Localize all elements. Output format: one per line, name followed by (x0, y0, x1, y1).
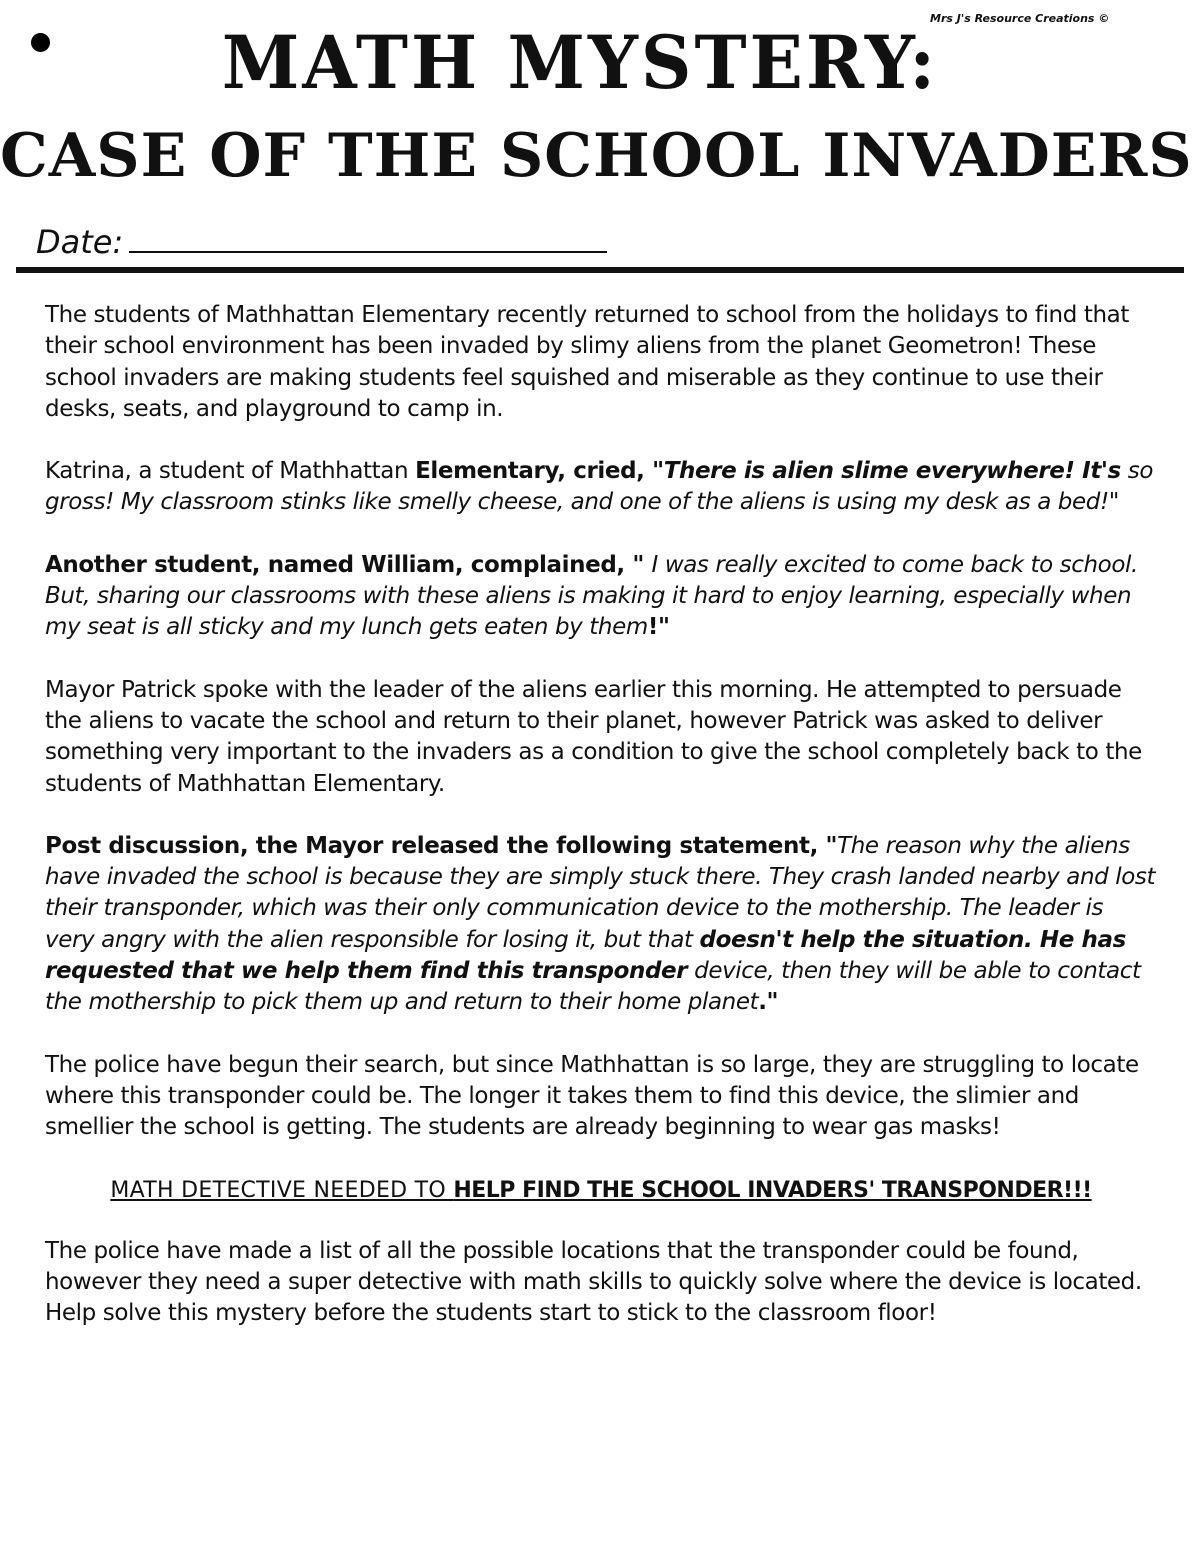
paragraph-william-quote (45, 550, 1157, 644)
statement-close: ." (758, 989, 779, 1016)
statement-bold-text: doesn't help the situation. He has requested that we help them find this transponder (45, 926, 1126, 985)
paragraph-police-list: The police have made a list of all the possible locations that the transponder could be found, however they need a super detective with math skills to quickly solve where the device is located. Help solve this mystery before the students start to stick to the classroom floor! (45, 1237, 1142, 1327)
paragraph-katrina-quote (45, 456, 1157, 519)
statement-text-1: The reason why the aliens have invaded the school is because they are simply stuck there. They crash landed nearby and lost their transponder, which was their only communication device to the mothership. The leader is very angry with the alien responsible for losing it, but that (45, 832, 1156, 953)
statement-text-2: device, then they will be able to contact the mothership to pick them up and return to their home planet (45, 958, 1141, 1016)
paragraph-intro: The students of Mathhattan Elementary recently returned to school from the holidays to find that their school environment has been invaded by slimy aliens from the planet Geometron! These school invaders are making students feel squished and miserable as they continue to use their desks, seats, and playground to camp in. (45, 302, 1129, 422)
header-divider (16, 267, 1184, 273)
detective-needed-heading (45, 1175, 1157, 1206)
paragraph-police-search: The police have begun their search, but since Mathhattan is so large, they are struggling to locate where this transponder could be. The longer it takes them to find this device, the slimier and smellier the school is getting. The students are already beginning to wear gas masks! (45, 1051, 1139, 1141)
william-quote-close: !" (647, 614, 670, 641)
paragraph-mayor-statement (45, 831, 1157, 1019)
william-quote-text: I was really excited to come back to school. But, sharing our classrooms with these aliens is making it hard to enjoy learning, especially when my seat is all sticky and my lunch gets eaten by them (45, 551, 1138, 641)
copyright-credit: Mrs J's Resource Creations © (930, 12, 1110, 25)
katrina-cried-text: Elementary, cried, " (415, 458, 664, 485)
headline-normal-text: MATH DETECTIVE NEEDED TO (110, 1177, 454, 1203)
page-subtitle: CASE OF THE SCHOOL INVADERS (0, 121, 1193, 191)
katrina-intro-text: Katrina, a student of Mathhattan (45, 458, 416, 485)
katrina-quote-text: so gross! My classroom stinks like smelly cheese, and one of the aliens is using my desk as a bed! (45, 458, 1154, 516)
date-field (36, 222, 607, 262)
paragraph-mayor: Mayor Patrick spoke with the leader of the aliens earlier this morning. He attempted to persuade the aliens to vacate the school and return to their planet, however Patrick was asked to deliver something very important to the invaders as a condition to give the school completely back to the students of Mathhattan Elementary. (45, 676, 1142, 797)
statement-intro-text: Post discussion, the Mayor released the following statement, " (45, 832, 838, 859)
headline-bold-text: HELP FIND THE SCHOOL INVADERS' TRANSPONDER!!! (453, 1177, 1092, 1203)
katrina-quote-bold: There is alien slime everywhere! It's (663, 458, 1121, 485)
katrina-quote-close: " (1108, 489, 1119, 516)
william-intro-text: Another student, named William, complained, " (45, 551, 652, 578)
date-label: Date: (36, 223, 124, 261)
date-blank-line[interactable] (129, 223, 607, 253)
page-title: MATH MYSTERY: (221, 18, 939, 107)
story-body (45, 300, 1157, 1361)
